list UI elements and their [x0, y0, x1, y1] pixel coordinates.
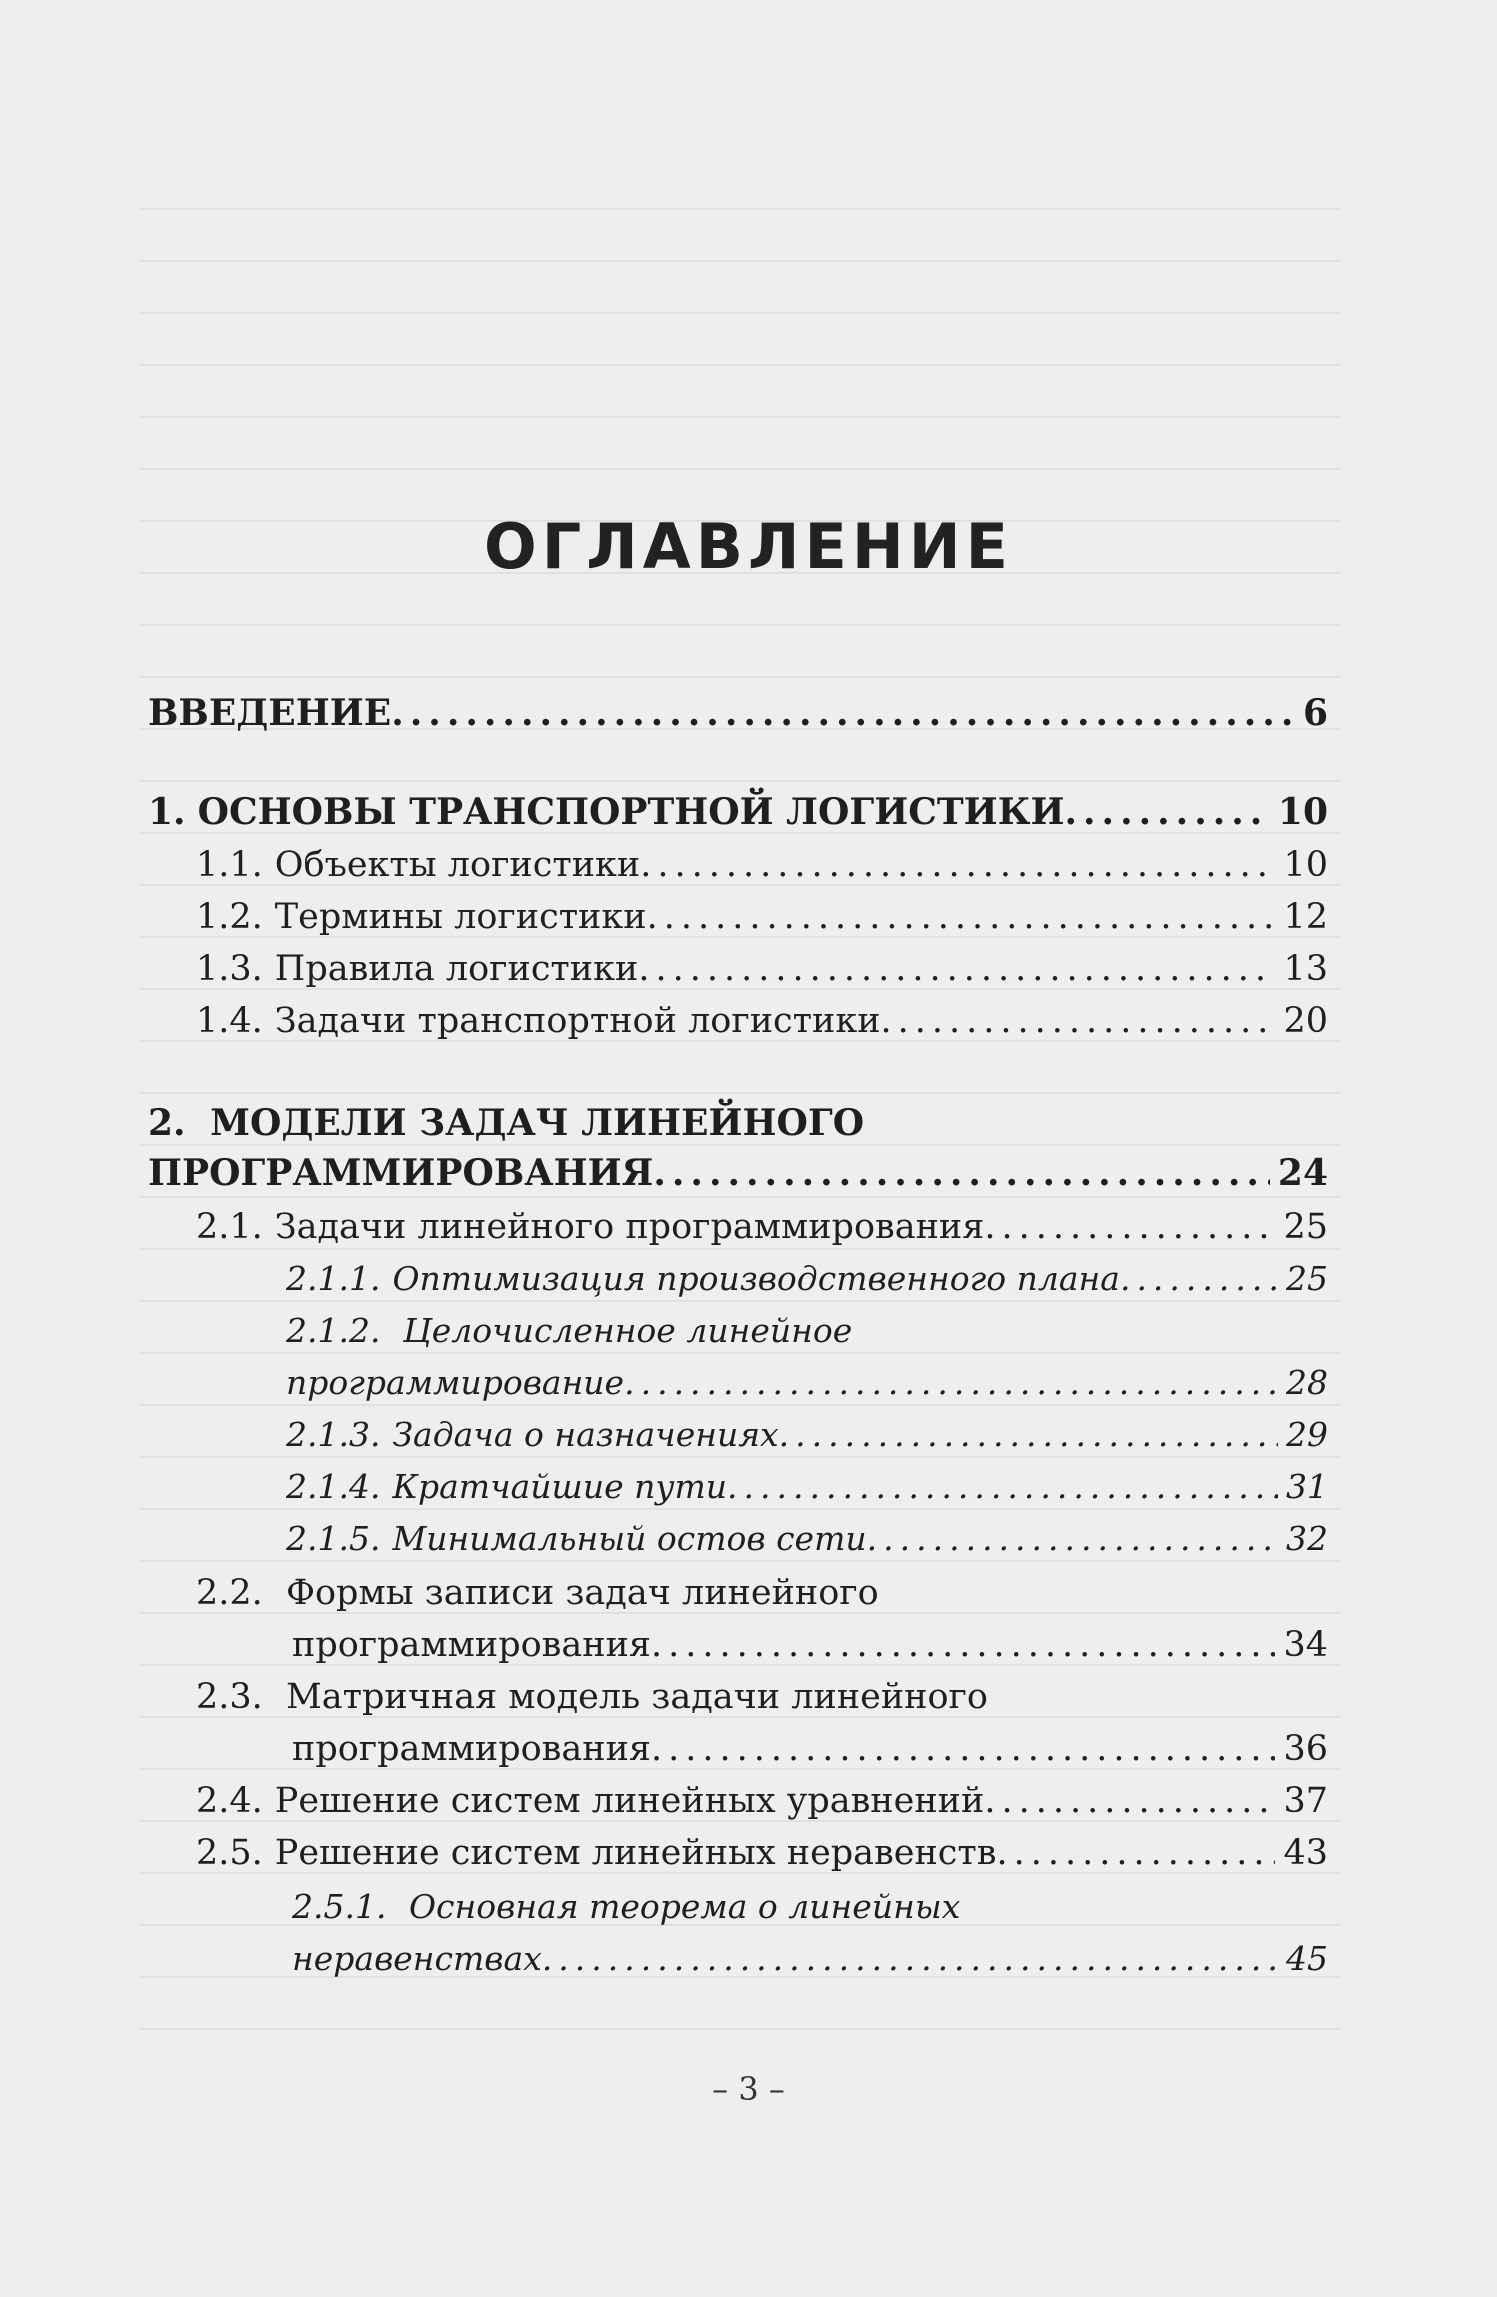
toc-entry[interactable]	[286, 1514, 1328, 1564]
toc-leader-dots	[542, 1934, 1278, 1984]
toc-entry-number: 1.1.	[196, 845, 263, 885]
toc-entry[interactable]	[286, 1254, 1328, 1304]
toc-entry[interactable]	[292, 1620, 1328, 1670]
toc-entry-first-line	[196, 1672, 988, 1722]
toc-entry-title: Оптимизация производственного плана	[392, 1259, 1120, 1298]
toc-entry-number: 2.1.5.	[286, 1519, 381, 1558]
toc-leader-dots	[1120, 1254, 1278, 1304]
toc-page-number: 12	[1283, 897, 1328, 937]
toc-entry-title-line1: Целочисленное линейное	[402, 1311, 853, 1350]
toc-entry[interactable]	[148, 1148, 1328, 1198]
toc-entry-number: 2.1.2.	[286, 1311, 381, 1350]
page-number: – 3 –	[712, 2070, 785, 2108]
toc-entry-number: 2.4.	[196, 1781, 263, 1821]
toc-entry-title: программирование	[286, 1363, 625, 1402]
toc-page-number: 37	[1283, 1781, 1328, 1821]
toc-entry-number: 2.1.4.	[286, 1467, 381, 1506]
toc-entry-title: Решение систем линейных неравенств	[274, 1833, 997, 1873]
toc-entry-title: ПРОГРАММИРОВАНИЯ	[148, 1152, 654, 1194]
toc-leader-dots	[638, 944, 1275, 994]
toc-page-number: 25	[1286, 1259, 1328, 1298]
toc-page-number: 24	[1277, 1152, 1328, 1194]
toc-page-number: 10	[1283, 845, 1328, 885]
toc-entry-title: Правила логистики	[274, 949, 639, 989]
toc-page-number: 34	[1283, 1625, 1328, 1665]
toc-entry-number: 2.2.	[196, 1573, 263, 1613]
toc-entry[interactable]	[292, 1724, 1328, 1774]
toc-entry-number: 2.5.	[196, 1833, 263, 1873]
toc-page-number: 6	[1302, 692, 1328, 734]
toc-entry-title: ВВЕДЕНИЕ	[148, 692, 392, 734]
toc-page-number: 43	[1283, 1833, 1328, 1873]
toc-page-number: 20	[1283, 1001, 1328, 1041]
toc-entry[interactable]	[196, 996, 1328, 1046]
toc-leader-dots	[651, 1620, 1275, 1670]
toc-entry-first-line	[148, 1098, 864, 1148]
toc-leader-dots	[984, 1202, 1275, 1252]
toc-entry-title: программирования	[292, 1729, 651, 1769]
toc-leader-dots	[867, 1514, 1278, 1564]
toc-entry-title: Термины логистики	[274, 897, 647, 937]
toc-entry-title: Минимальный остов сети	[392, 1519, 867, 1558]
toc-entry-first-line	[292, 1882, 960, 1932]
toc-page-number: 31	[1286, 1467, 1328, 1506]
toc-leader-dots	[984, 1776, 1275, 1826]
toc-entry-title: Кратчайшие пути	[392, 1467, 728, 1506]
toc-page-number: 28	[1286, 1363, 1328, 1402]
toc-page-number: 32	[1286, 1519, 1328, 1558]
toc-page-number: 10	[1277, 791, 1328, 833]
toc-entry[interactable]	[286, 1358, 1328, 1408]
toc-entry[interactable]	[196, 1828, 1328, 1878]
toc-entry[interactable]	[286, 1462, 1328, 1512]
toc-leader-dots	[881, 996, 1276, 1046]
toc-entry[interactable]	[196, 944, 1328, 994]
toc-entry[interactable]	[286, 1410, 1328, 1460]
toc-entry-number: 1.4.	[196, 1001, 263, 1041]
toc-entry-title: Задачи линейного программирования	[274, 1207, 985, 1247]
toc-entry-title-line1: МОДЕЛИ ЗАДАЧ ЛИНЕЙНОГО	[210, 1102, 865, 1144]
toc-leader-dots	[653, 1148, 1270, 1198]
toc-entry-number: 1.2.	[196, 897, 263, 937]
toc-leader-dots	[727, 1462, 1278, 1512]
toc-entry-title-line1: Формы записи задач линейного	[285, 1573, 879, 1613]
toc-leader-dots	[779, 1410, 1278, 1460]
toc-page-number: 13	[1283, 949, 1328, 989]
toc-entry[interactable]	[196, 1776, 1328, 1826]
toc-entry-title-line1: Основная теорема о линейных	[408, 1887, 961, 1926]
toc-entry[interactable]	[148, 787, 1328, 837]
toc-entry[interactable]	[292, 1934, 1328, 1984]
toc-entry-number: 2.3.	[196, 1677, 263, 1717]
toc-leader-dots	[1064, 787, 1269, 837]
toc-entry[interactable]	[196, 840, 1328, 890]
toc-page-number: 45	[1286, 1939, 1328, 1978]
toc-entry[interactable]	[196, 1202, 1328, 1252]
toc-entry-title: программирования	[292, 1625, 651, 1665]
toc-entry[interactable]	[196, 892, 1328, 942]
toc-entry-number: 2.1.	[196, 1207, 263, 1247]
toc-entry-number: 2.1.1.	[286, 1259, 381, 1298]
toc-entry-number: 2.	[148, 1102, 186, 1144]
toc-leader-dots	[651, 1724, 1275, 1774]
toc-page-number: 36	[1283, 1729, 1328, 1769]
toc-leader-dots	[391, 688, 1295, 738]
toc-entry-title: ОСНОВЫ ТРАНСПОРТНОЙ ЛОГИСТИКИ	[197, 791, 1065, 833]
page-title: ОГЛАВЛЕНИЕ	[484, 510, 1013, 583]
toc-entry-title: Объекты логистики	[274, 845, 641, 885]
toc-entry[interactable]	[148, 688, 1328, 738]
toc-entry-title: Задача о назначениях	[392, 1415, 779, 1454]
toc-entry-title-line1: Матричная модель задачи линейного	[285, 1677, 988, 1717]
toc-entry-first-line	[286, 1306, 852, 1356]
toc-leader-dots	[624, 1358, 1278, 1408]
toc-page-number: 25	[1283, 1207, 1328, 1247]
toc-entry-first-line	[196, 1568, 879, 1618]
toc-entry-number: 2.1.3.	[286, 1415, 381, 1454]
toc-leader-dots	[640, 840, 1275, 890]
toc-page-number: 29	[1286, 1415, 1328, 1454]
toc-entry-number: 1.	[148, 791, 186, 833]
toc-entry-title: Решение систем линейных уравнений	[274, 1781, 985, 1821]
toc-leader-dots	[647, 892, 1276, 942]
toc-entry-title: Задачи транспортной логистики	[274, 1001, 881, 1041]
toc-leader-dots	[996, 1828, 1275, 1878]
toc-entry-number: 1.3.	[196, 949, 263, 989]
toc-entry-number: 2.5.1.	[292, 1887, 387, 1926]
toc-entry-title: неравенствах	[292, 1939, 542, 1978]
